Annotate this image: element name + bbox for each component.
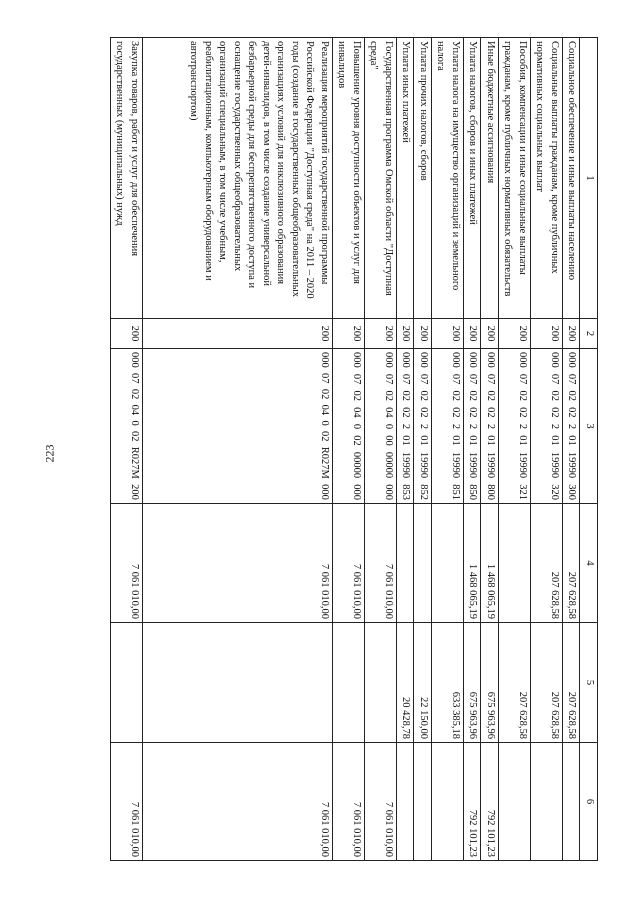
row-amount-v5: 20 428,78 [397, 623, 415, 743]
code-part: 2 [450, 423, 461, 430]
code-part: 02 [418, 407, 429, 418]
code-part: 00000 [383, 451, 394, 479]
code-part: 04 [383, 407, 394, 418]
row-budget-code [481, 349, 499, 504]
row-amount-v5: 675 963,96 [481, 623, 499, 743]
code-part: 02 [485, 390, 496, 402]
row-admin-code: 200 [499, 319, 531, 349]
code-part: 07 [549, 373, 560, 385]
code-part: 19990 [549, 451, 560, 479]
row-amount-v4: 207 628,58 [563, 504, 581, 623]
code-part: 321 [517, 484, 528, 500]
code-part: R027M [129, 446, 140, 479]
table-row [143, 38, 333, 861]
code-part: 02 [566, 407, 578, 418]
code-part: 0 [383, 423, 394, 430]
table-row [111, 38, 143, 861]
code-part: 02 [383, 390, 394, 402]
row-name: Закупка товаров, работ и услуг для обеспечения государственных (муниципальных) нужд [111, 38, 143, 319]
row-amount-v6 [563, 743, 581, 861]
code-part: 02 [485, 407, 496, 418]
row-name: Социальное обеспечение и иные выплаты населению [563, 38, 581, 319]
column-header-4: 4 [580, 504, 598, 623]
code-part: 00000 [351, 451, 362, 479]
row-budget-code [563, 349, 581, 504]
row-amount-v5: 633 385,18 [432, 623, 464, 743]
code-part: 01 [485, 435, 496, 446]
code-part: 2 [400, 423, 412, 430]
column-header-5: 5 [580, 623, 598, 743]
column-header-2: 2 [580, 319, 598, 349]
code-part: 000 [383, 484, 394, 500]
code-part: 000 [418, 352, 429, 368]
row-amount-v4: 1 468 065,19 [464, 504, 482, 623]
row-name: Государственная программа Омской области "Доступная среда" [365, 38, 397, 319]
table-row [499, 38, 531, 861]
row-name: Пособия, компенсации и иные социальные выплаты гражданам, кроме публичных нормативных обязательств [499, 38, 531, 319]
row-budget-code [397, 349, 415, 504]
code-part: 07 [351, 373, 362, 385]
row-budget-code [464, 349, 482, 504]
code-part: 01 [467, 435, 479, 446]
code-part: 07 [566, 373, 578, 385]
code-part: 01 [450, 435, 461, 446]
code-part: 2 [467, 423, 479, 430]
row-admin-code: 200 [481, 319, 499, 349]
code-part: 852 [418, 484, 429, 500]
column-header-1: 1 [580, 38, 598, 319]
code-part: 07 [319, 373, 330, 384]
code-part: 02 [351, 435, 362, 446]
code-part: 2 [517, 423, 528, 430]
row-name: Иные бюджетные ассигнования [481, 38, 499, 319]
table-row [481, 38, 499, 861]
row-admin-code: 200 [111, 319, 143, 349]
row-amount-v5: 207 628,58 [499, 623, 531, 743]
table-row [563, 38, 581, 861]
code-part: 01 [549, 435, 560, 446]
row-amount-v4 [499, 504, 531, 623]
code-part: 02 [319, 430, 330, 442]
code-part: 19990 [400, 451, 412, 479]
code-part: 19990 [418, 451, 429, 479]
table-row [464, 38, 482, 861]
row-amount-v4: 7 061 010,00 [333, 504, 365, 623]
row-name: Уплата прочих налогов, сборов [414, 38, 432, 319]
row-admin-code: 200 [397, 319, 415, 349]
code-part: 02 [319, 388, 330, 400]
code-part: 000 [450, 352, 461, 368]
code-part: 853 [400, 484, 412, 500]
code-part: 02 [129, 430, 140, 442]
code-part: 07 [517, 373, 528, 385]
code-part: 07 [418, 373, 429, 385]
code-part: 000 [351, 352, 362, 368]
table-row [414, 38, 432, 861]
column-header-6: 6 [580, 743, 598, 861]
code-part: 07 [467, 373, 479, 385]
code-part: 02 [517, 390, 528, 402]
row-amount-v5: 675 963,96 [464, 623, 482, 743]
row-name: Уплата налога на имущество организаций и земельного налога [432, 38, 464, 319]
code-part: 02 [129, 388, 140, 400]
row-budget-code [111, 349, 143, 504]
code-part: 07 [485, 373, 496, 385]
row-amount-v6 [414, 743, 432, 861]
code-part: 02 [450, 390, 461, 402]
table-header-row [580, 38, 598, 861]
row-admin-code: 200 [333, 319, 365, 349]
row-name: Уплата налогов, сборов и иных платежей [464, 38, 482, 319]
row-amount-v6: 7 061 010,00 [111, 743, 143, 861]
row-amount-v5 [143, 623, 333, 743]
code-part: 07 [450, 373, 461, 385]
code-part: 200 [129, 484, 140, 500]
code-part: 0 [129, 420, 140, 426]
row-amount-v4: 7 061 010,00 [111, 504, 143, 623]
code-part: 02 [400, 390, 412, 402]
row-name: Реализация мероприятий государственной программы Российской Федерации "Доступная среда" на 2011 – 2020 годы (создание в государственных общеобразовательных организациях условий для инклюзивного образования детей-инвалидов, в том числе создание универсальной безбарьерной среды для беспрепятственного доступа и оснащение государственных общеобразовательных организаций специальным, в том числе учебным, реабилитационным, компьютерным оборудованием и автотранспортом) [143, 38, 333, 319]
row-name: Повышение уровня доступности объектов и услуг для инвалидов [333, 38, 365, 319]
row-admin-code: 200 [531, 319, 563, 349]
code-part: 04 [319, 404, 330, 416]
row-amount-v6: 7 061 010,00 [333, 743, 365, 861]
row-admin-code: 200 [432, 319, 464, 349]
code-part: 02 [566, 390, 578, 402]
row-amount-v6 [499, 743, 531, 861]
row-amount-v4 [432, 504, 464, 623]
code-part: 04 [351, 407, 362, 418]
table-row [432, 38, 464, 861]
budget-table-container [76, 37, 598, 860]
row-amount-v6 [432, 743, 464, 861]
row-amount-v5: 207 628,58 [563, 623, 581, 743]
row-amount-v4: 7 061 010,00 [365, 504, 397, 623]
row-amount-v4 [397, 504, 415, 623]
row-amount-v5: 22 150,00 [414, 623, 432, 743]
code-part: 19990 [566, 451, 578, 479]
row-amount-v6: 792 101,23 [464, 743, 482, 861]
code-part: 19990 [517, 451, 528, 479]
row-amount-v4 [414, 504, 432, 623]
code-part: 000 [400, 352, 412, 368]
code-part: 000 [549, 352, 560, 368]
row-amount-v6: 792 101,23 [481, 743, 499, 861]
code-part: 0 [319, 420, 330, 426]
code-part: 19990 [485, 451, 496, 479]
code-part: 02 [517, 407, 528, 418]
row-budget-code [432, 349, 464, 504]
budget-table [110, 37, 598, 861]
code-part: 851 [450, 484, 461, 500]
code-part: 800 [485, 484, 496, 500]
row-admin-code: 200 [414, 319, 432, 349]
code-part: 02 [467, 407, 479, 418]
code-part: 0 [351, 423, 362, 430]
row-amount-v6: 7 061 010,00 [365, 743, 397, 861]
row-amount-v5 [333, 623, 365, 743]
row-admin-code: 200 [464, 319, 482, 349]
column-header-3: 3 [580, 349, 598, 504]
row-budget-code [333, 349, 365, 504]
row-admin-code: 200 [365, 319, 397, 349]
row-admin-code: 200 [563, 319, 581, 349]
code-part: 000 [467, 352, 479, 368]
table-row [365, 38, 397, 861]
code-part: 01 [400, 435, 412, 446]
row-amount-v6 [397, 743, 415, 861]
code-part: 000 [383, 352, 394, 368]
row-amount-v4: 1 468 065,19 [481, 504, 499, 623]
code-part: R027M [319, 446, 330, 479]
row-budget-code [143, 349, 333, 504]
code-part: 01 [418, 435, 429, 446]
row-amount-v5 [365, 623, 397, 743]
code-part: 000 [351, 484, 362, 500]
table-row [397, 38, 415, 861]
row-amount-v4: 7 061 010,00 [143, 504, 333, 623]
code-part: 02 [467, 390, 479, 402]
row-budget-code [414, 349, 432, 504]
code-part: 2 [418, 423, 429, 430]
code-part: 000 [319, 484, 330, 500]
row-amount-v5: 207 628,58 [531, 623, 563, 743]
code-part: 000 [566, 352, 578, 368]
code-part: 02 [418, 390, 429, 402]
code-part: 02 [549, 390, 560, 402]
code-part: 02 [549, 407, 560, 418]
code-part: 2 [549, 423, 560, 430]
code-part: 320 [549, 484, 560, 500]
row-name: Уплата иных платежей [397, 38, 415, 319]
code-part: 000 [319, 352, 330, 368]
row-budget-code [365, 349, 397, 504]
code-part: 02 [351, 390, 362, 402]
page-number: 223 [42, 444, 57, 463]
code-part: 07 [129, 373, 140, 384]
code-part: 19990 [450, 451, 461, 479]
row-amount-v6 [531, 743, 563, 861]
row-amount-v6: 7 061 010,00 [143, 743, 333, 861]
row-admin-code: 200 [143, 319, 333, 349]
row-amount-v4: 207 628,58 [531, 504, 563, 623]
code-part: 07 [383, 373, 394, 385]
code-part: 19990 [467, 451, 479, 479]
code-part: 04 [129, 404, 140, 416]
code-part: 01 [566, 435, 578, 446]
table-row [333, 38, 365, 861]
row-budget-code [531, 349, 563, 504]
code-part: 000 [129, 352, 140, 368]
table-row [531, 38, 563, 861]
code-part: 07 [400, 373, 412, 385]
code-part: 000 [517, 352, 528, 368]
code-part: 850 [467, 484, 479, 500]
code-part: 01 [517, 435, 528, 446]
code-part: 000 [485, 352, 496, 368]
code-part: 00 [383, 435, 394, 446]
code-part: 2 [485, 423, 496, 430]
row-amount-v5 [111, 623, 143, 743]
code-part: 02 [400, 407, 412, 418]
code-part: 2 [566, 423, 578, 430]
row-name: Социальные выплаты гражданам, кроме публичных нормативных социальных выплат [531, 38, 563, 319]
row-budget-code [499, 349, 531, 504]
code-part: 02 [450, 407, 461, 418]
code-part: 300 [566, 484, 578, 500]
